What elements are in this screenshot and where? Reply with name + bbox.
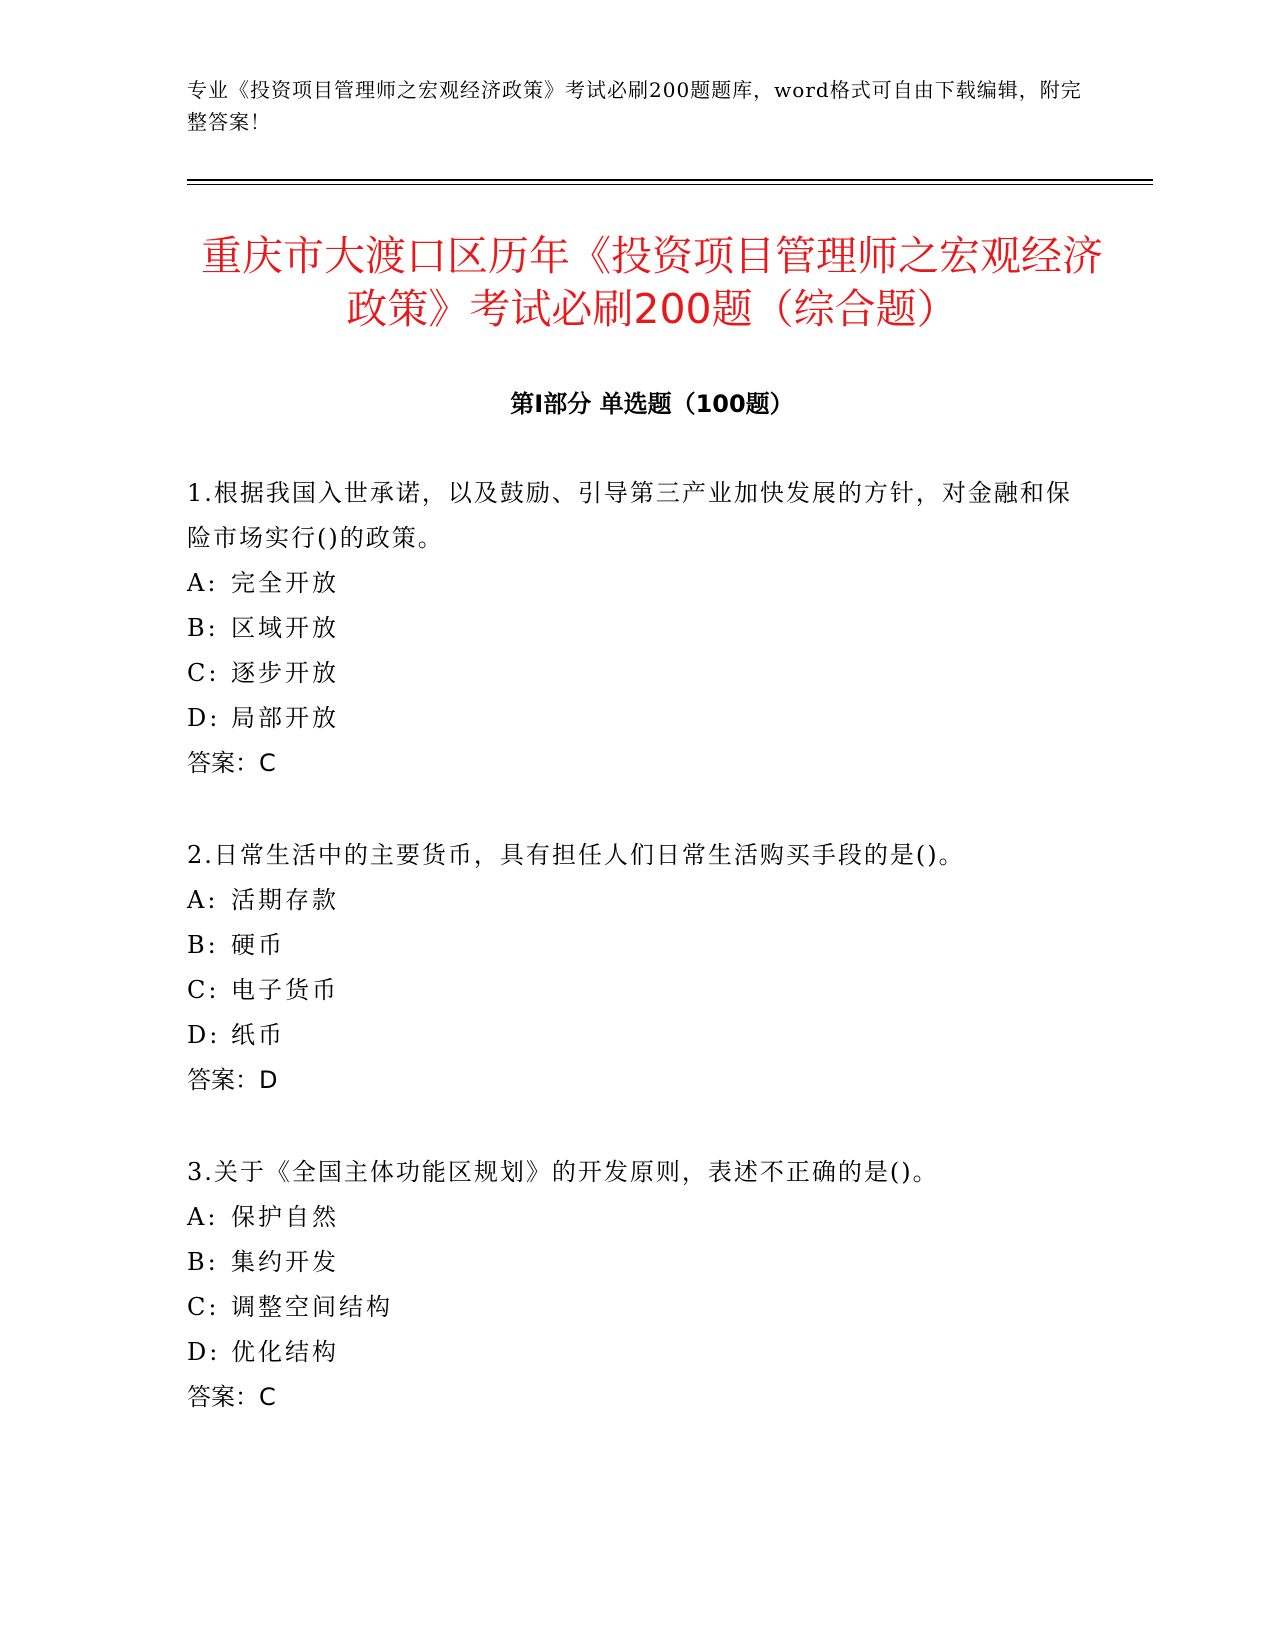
option-letter: C: [187, 976, 220, 1004]
option-b [187, 606, 1087, 651]
option-letter: C: [187, 1293, 220, 1321]
option-c [187, 1285, 1087, 1330]
option-text: 局部开放 [231, 704, 339, 732]
option-text: 纸币 [231, 1021, 285, 1049]
option-text: 逐步开放 [231, 659, 339, 687]
question-3 [187, 1150, 1087, 1420]
option-letter: B: [187, 614, 219, 642]
option-a [187, 1195, 1087, 1240]
header-divider-thick [187, 179, 1153, 181]
option-b [187, 923, 1087, 968]
option-text: 区域开放 [231, 614, 339, 642]
option-letter: B: [187, 931, 219, 959]
question-1 [187, 471, 1087, 786]
header-divider-thin [187, 184, 1153, 185]
option-a [187, 561, 1087, 606]
option-b [187, 1240, 1087, 1285]
answer-line: 答案：C [187, 1383, 276, 1411]
option-d [187, 1330, 1087, 1375]
question-stem: 3.关于《全国主体功能区规划》的开发原则，表述不正确的是()。 [187, 1158, 939, 1186]
option-c [187, 968, 1087, 1013]
document-title: 重庆市大渡口区历年《投资项目管理师之宏观经济政策》考试必刷200题（综合题） [201, 232, 1103, 333]
option-d [187, 1013, 1087, 1058]
option-letter: A: [187, 1203, 219, 1231]
question-2 [187, 833, 1087, 1103]
answer-line: 答案：C [187, 749, 276, 777]
question-stem: 2.日常生活中的主要货币，具有担任人们日常生活购买手段的是()。 [187, 841, 965, 869]
option-text: 活期存款 [231, 886, 339, 914]
option-a [187, 878, 1087, 923]
option-text: 保护自然 [231, 1203, 339, 1231]
option-letter: D: [187, 704, 221, 732]
option-text: 调整空间结构 [231, 1293, 393, 1321]
option-d [187, 696, 1087, 741]
option-letter: D: [187, 1338, 221, 1366]
option-text: 完全开放 [231, 569, 339, 597]
option-c [187, 651, 1087, 696]
option-text: 优化结构 [231, 1338, 339, 1366]
option-text: 硬币 [231, 931, 285, 959]
option-letter: A: [187, 886, 219, 914]
answer-line: 答案：D [187, 1066, 278, 1094]
header-note: 专业《投资项目管理师之宏观经济政策》考试必刷200题题库，word格式可自由下载编辑，附完整答案！ [187, 78, 1082, 134]
question-stem: 1.根据我国入世承诺，以及鼓励、引导第三产业加快发展的方针，对金融和保险市场实行()的政策。 [187, 479, 1072, 552]
option-text: 集约开发 [231, 1248, 339, 1276]
option-text: 电子货币 [231, 976, 339, 1004]
option-letter: C: [187, 659, 220, 687]
option-letter: B: [187, 1248, 219, 1276]
section-heading: 第I部分 单选题（100题） [510, 390, 794, 418]
option-letter: D: [187, 1021, 221, 1049]
option-letter: A: [187, 569, 219, 597]
